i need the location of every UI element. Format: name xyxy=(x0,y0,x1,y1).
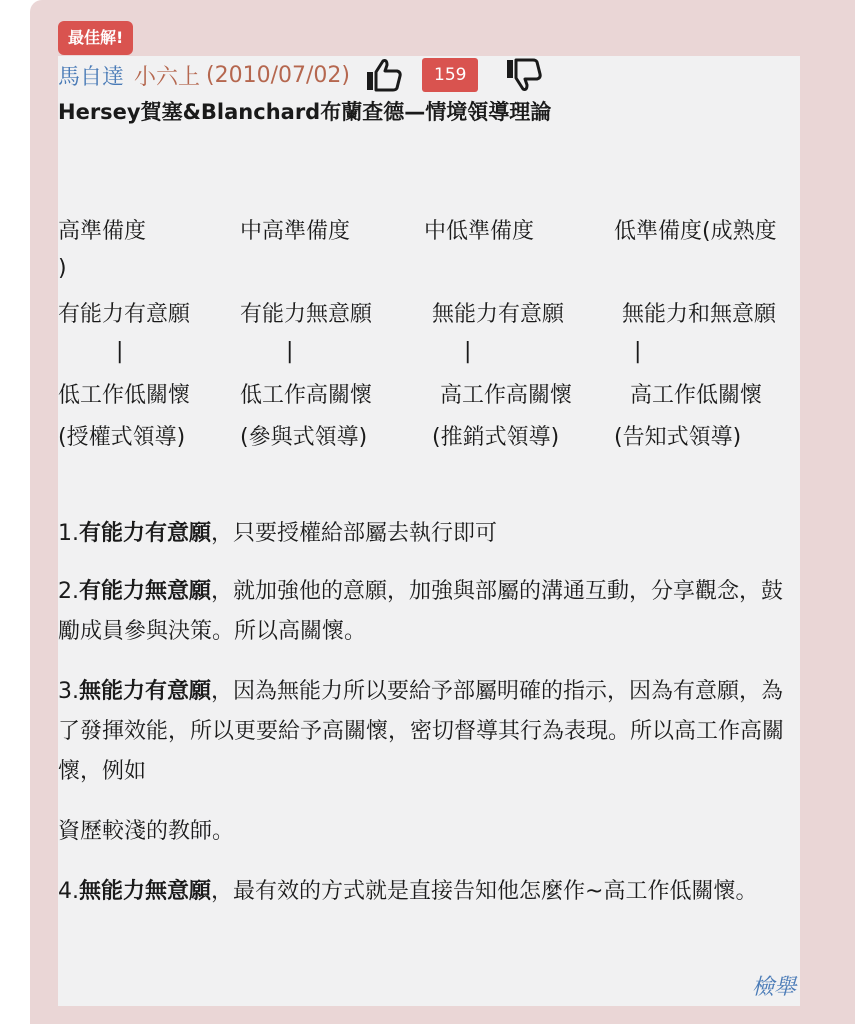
author-link[interactable]: 馬自達 xyxy=(58,64,125,90)
point-4: 4.無能力無意願，最有效的方式就是直接告知他怎麼作~高工作低關懷。 xyxy=(58,879,758,904)
connector: | xyxy=(634,339,642,364)
connector: | xyxy=(116,339,124,364)
table-cell: 有能力無意願 xyxy=(240,302,373,327)
table-cell: 無能力和無意願 xyxy=(622,302,777,327)
table-cell: 高工作低關懷 xyxy=(630,383,763,408)
table-cell: (參與式領導) xyxy=(240,425,368,450)
table-cell: 有能力有意願 xyxy=(58,302,191,327)
thumbs-up-icon[interactable] xyxy=(364,57,404,93)
point-3-cont: 資歷較淺的教師。 xyxy=(58,819,235,844)
connector: | xyxy=(286,339,294,364)
table-cell: 低工作高關懷 xyxy=(240,383,373,408)
point-1: 1.有能力有意願，只要授權給部屬去執行即可 xyxy=(58,521,498,546)
table-cell: ) xyxy=(58,256,67,281)
like-count: 159 xyxy=(422,58,478,92)
table-cell: (推銷式領導) xyxy=(432,425,560,450)
answer-title: Hersey賀塞&Blanchard布蘭查德—情境領導理論 xyxy=(58,100,552,124)
table-cell: 無能力有意願 xyxy=(432,302,565,327)
report-link[interactable]: 檢舉 xyxy=(752,975,797,1000)
answer-meta xyxy=(58,56,544,94)
point-2: 2.有能力無意願，就加強他的意願，加強與部屬的溝通互動，分享觀念，鼓勵成員參與決策。所以高關懷。 xyxy=(58,579,784,644)
table-cell: 中低準備度 xyxy=(424,219,535,244)
table-cell: 高工作高關懷 xyxy=(440,383,573,408)
author-grade: 小六上 xyxy=(134,64,201,90)
table-cell: 低工作低關懷 xyxy=(58,383,191,408)
point-3: 3.無能力有意願，因為無能力所以要給予部屬明確的指示，因為有意願，為了發揮效能，所以更要給予高關懷，密切督導其行為表現。所以高工作高關懷，例如 xyxy=(58,679,785,784)
best-answer-badge: 最佳解! xyxy=(58,21,133,55)
connector: | xyxy=(464,339,472,364)
table-cell: 高準備度 xyxy=(58,219,147,244)
table-cell: (告知式領導) xyxy=(614,425,742,450)
table-cell: 中高準備度 xyxy=(240,219,351,244)
answer-date: (2010/07/02) xyxy=(206,62,350,88)
table-cell: (授權式領導) xyxy=(58,425,186,450)
table-cell: 低準備度(成熟度 xyxy=(614,219,777,244)
thumbs-down-icon[interactable] xyxy=(504,57,544,93)
